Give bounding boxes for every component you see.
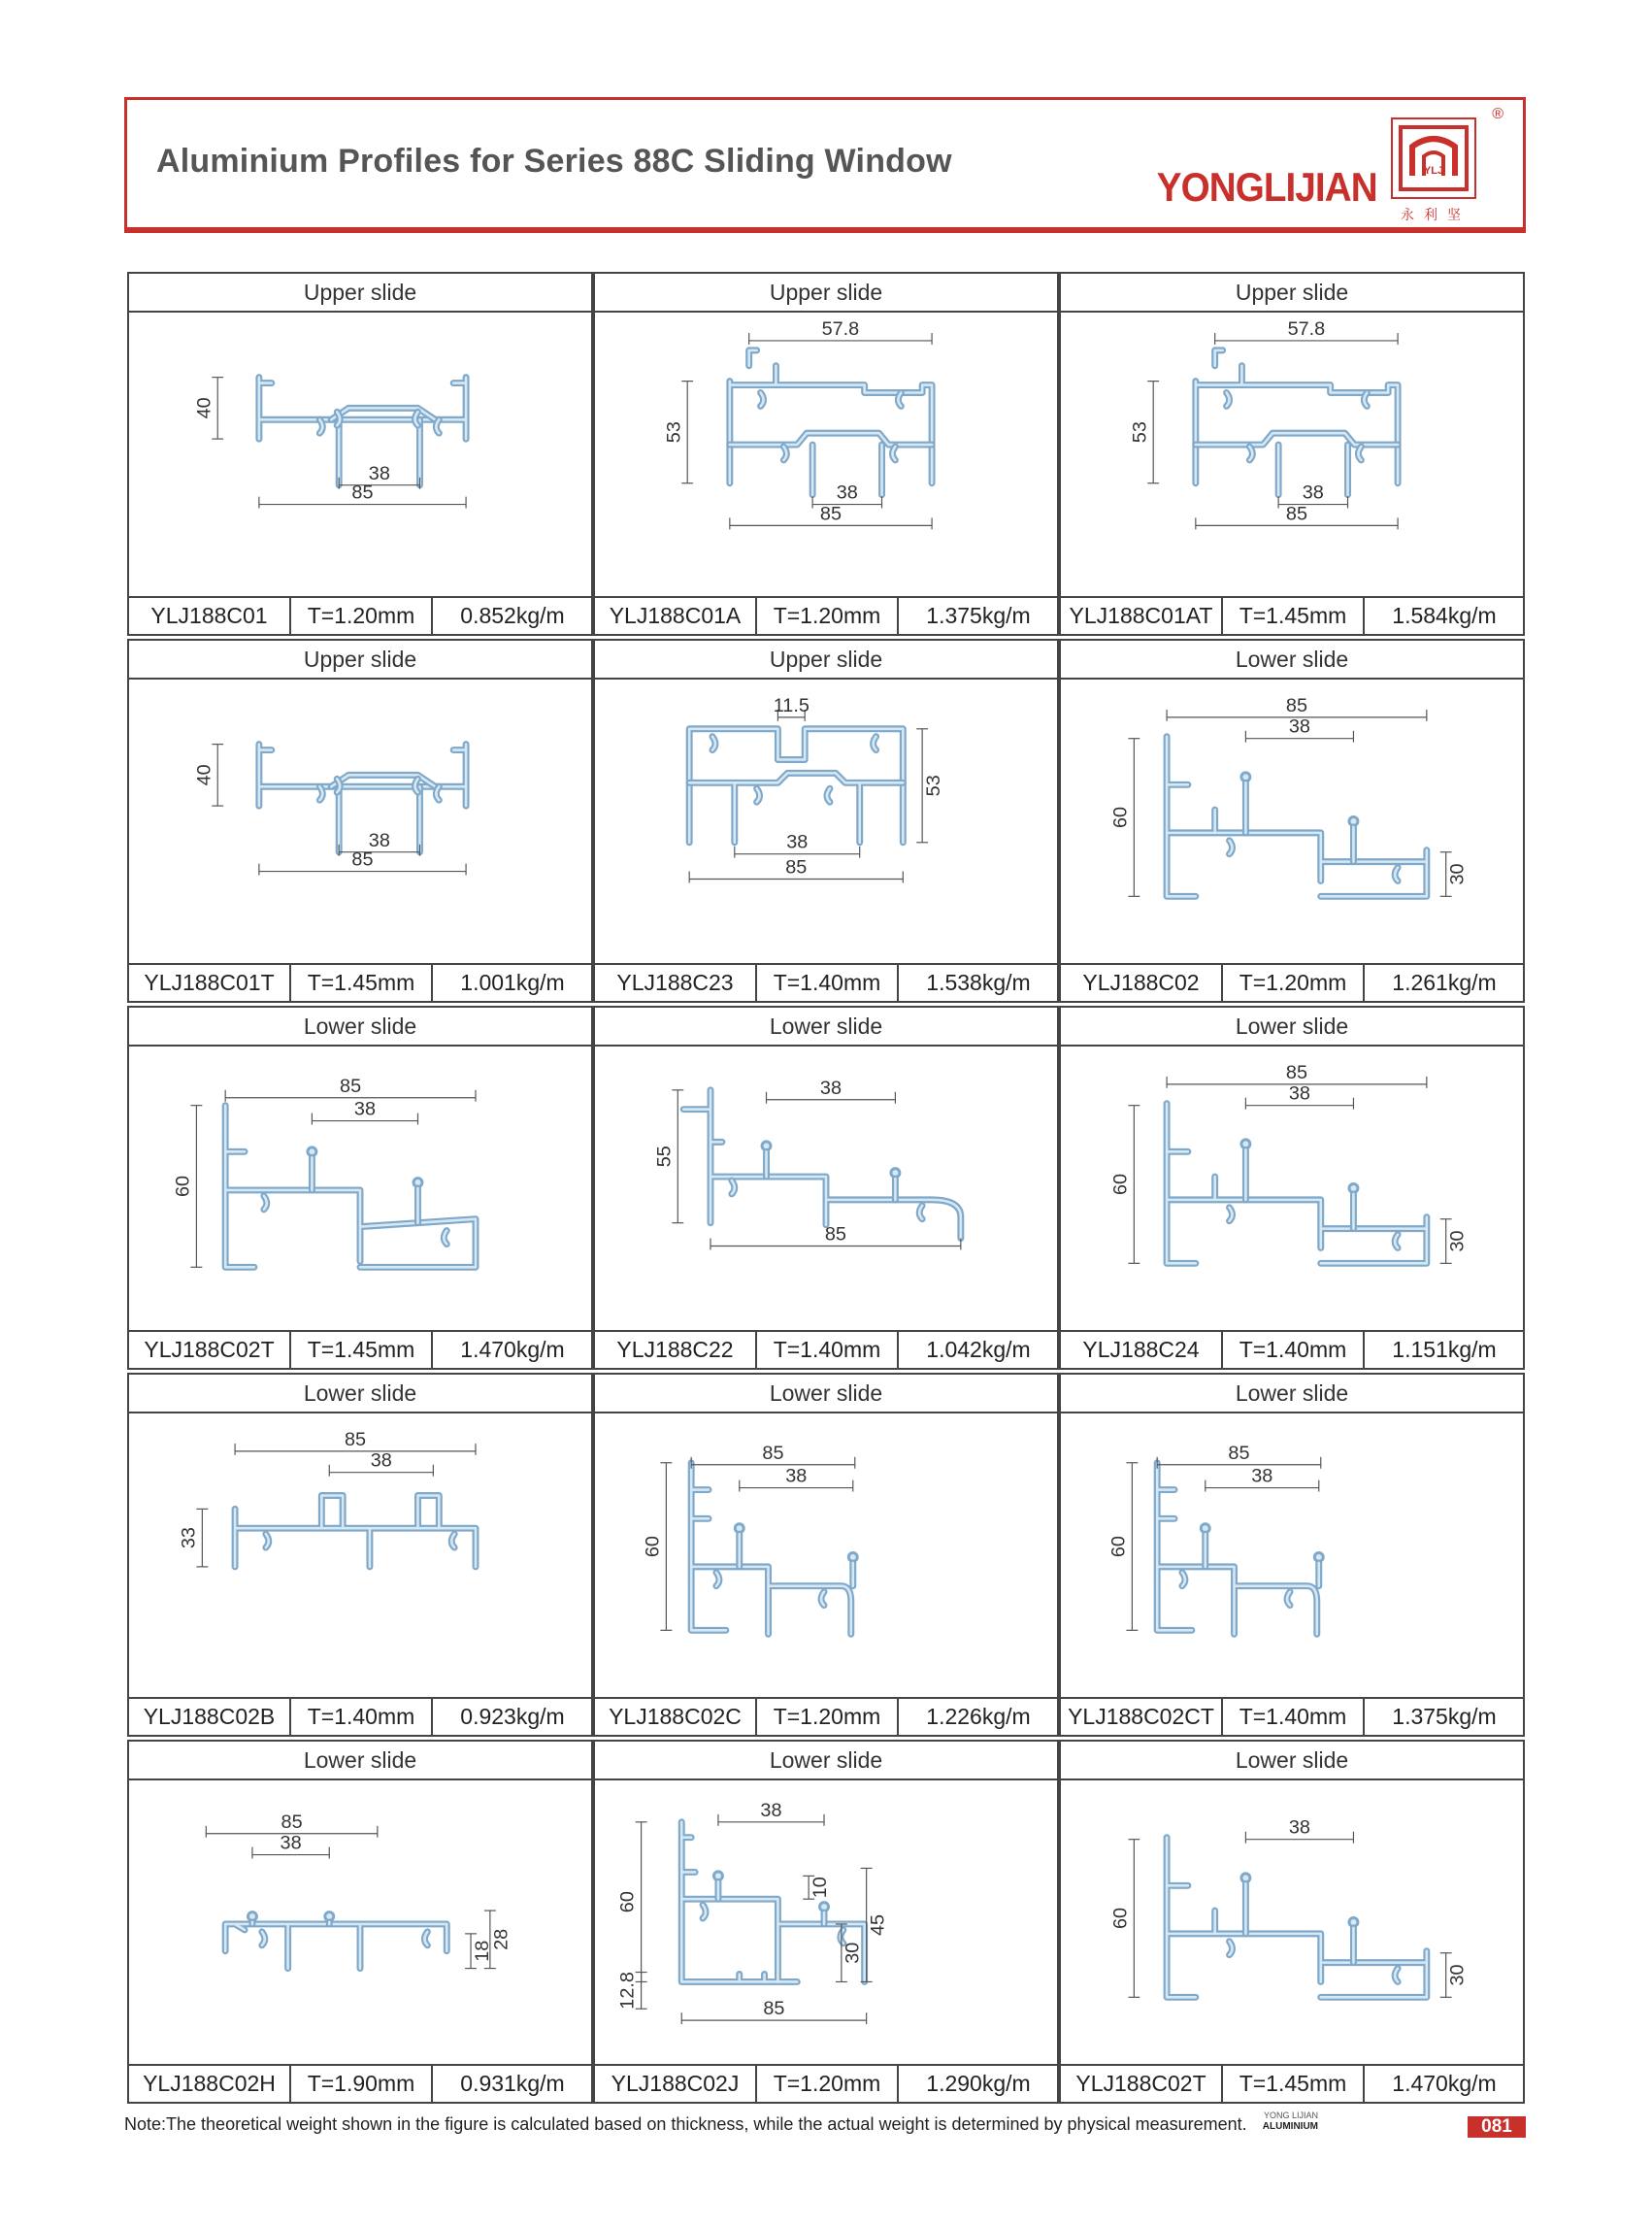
dim-inner: 38	[786, 831, 809, 853]
dim-step: 10	[809, 1877, 831, 1899]
profile-section-diagram	[1061, 311, 1523, 592]
profile-type: Lower slide	[595, 1008, 1057, 1047]
profile-card	[593, 1373, 1059, 1737]
dim-inner: 38	[280, 1832, 302, 1854]
dim-h1: 18	[471, 1940, 493, 1962]
profile-spec-row	[1061, 963, 1523, 1001]
profile-drawing	[595, 311, 1057, 592]
profile-weight: 1.261kg/m	[1392, 970, 1497, 995]
profile-thickness: T=1.40mm	[291, 1699, 433, 1735]
profile-weight: 1.226kg/m	[926, 1704, 1031, 1729]
profile-card	[593, 272, 1059, 636]
profile-thickness: T=1.20mm	[1223, 965, 1365, 1001]
profile-section-diagram	[129, 1778, 591, 2060]
dim-width: 85	[1285, 694, 1307, 716]
logo-letters: YLJ	[1423, 165, 1444, 177]
profile-spec-row	[595, 1697, 1057, 1735]
profile-section-diagram	[595, 1778, 1057, 2060]
dim-width: 85	[351, 848, 374, 871]
dim-inner: 38	[1288, 1816, 1310, 1839]
dim-width: 85	[763, 1998, 785, 2020]
dim-inner: 38	[836, 482, 858, 504]
profile-drawing	[1061, 1778, 1523, 2060]
profile-weight: 0.931kg/m	[460, 2071, 565, 2096]
dim-height: 33	[178, 1527, 200, 1549]
profile-section-diagram	[595, 1412, 1057, 1693]
profile-code: YLJ188C02C	[595, 1699, 757, 1735]
profile-drawing	[129, 678, 591, 959]
profile-type: Upper slide	[595, 641, 1057, 680]
dim-height: 53	[663, 421, 685, 444]
profile-spec-row	[129, 2064, 591, 2102]
profile-thickness: T=1.40mm	[1223, 1699, 1365, 1735]
profile-thickness: T=1.40mm	[1223, 1332, 1365, 1368]
page-number: 081	[1468, 2116, 1526, 2138]
dim-top: 11.5	[773, 694, 809, 716]
dim-base: 12.8	[616, 1972, 639, 2010]
dim-height: 60	[1109, 806, 1132, 829]
profile-thickness: T=1.20mm	[757, 598, 899, 634]
profile-spec-row	[1061, 1330, 1523, 1368]
profile-type: Lower slide	[129, 1375, 591, 1413]
profile-thickness: T=1.20mm	[291, 598, 433, 634]
profile-section-diagram	[129, 311, 591, 592]
dim-height: 60	[1109, 1907, 1132, 1930]
dim-top: 57.8	[1287, 318, 1326, 341]
profile-code: YLJ188C24	[1061, 1332, 1223, 1368]
profile-spec-row	[595, 596, 1057, 634]
profile-section-diagram	[595, 1045, 1057, 1326]
dim-height: 53	[1129, 421, 1151, 444]
brand-logo-icon	[1391, 117, 1476, 199]
profile-section-diagram	[595, 678, 1057, 959]
page-title: Aluminium Profiles for Series 88C Sliding Window	[156, 143, 952, 180]
profile-type: Upper slide	[129, 641, 591, 680]
profile-spec-row	[1061, 596, 1523, 634]
profile-section-diagram	[129, 1045, 591, 1326]
dim-height: 60	[172, 1175, 194, 1198]
profile-drawing	[129, 311, 591, 592]
profile-weight: 1.375kg/m	[1392, 1704, 1497, 1729]
dim-inner: 38	[1288, 1082, 1310, 1105]
profile-card	[1059, 639, 1525, 1003]
dim-width: 85	[824, 1223, 846, 1246]
profile-type: Lower slide	[1061, 641, 1523, 680]
dim-height: 40	[193, 764, 215, 786]
page-header	[124, 97, 1526, 233]
dim-inner: 38	[368, 462, 390, 484]
dim-width: 85	[345, 1428, 367, 1450]
profile-spec-row	[1061, 1697, 1523, 1735]
profile-weight: 1.470kg/m	[1392, 2071, 1497, 2096]
profile-drawing	[1061, 311, 1523, 592]
dim-mid: 30	[842, 1942, 864, 1964]
dim-inner: 38	[368, 829, 390, 851]
profile-code: YLJ188C23	[595, 965, 757, 1001]
dim-inner: 38	[353, 1098, 376, 1120]
profile-thickness: T=1.40mm	[757, 1332, 899, 1368]
dim-right: 30	[1446, 863, 1469, 885]
dim-inner: 38	[1288, 715, 1310, 738]
profile-spec-row	[129, 1330, 591, 1368]
profile-type: Upper slide	[129, 274, 591, 313]
profile-drawing	[595, 1045, 1057, 1326]
profile-code: YLJ188C02T	[129, 1332, 291, 1368]
profile-thickness: T=1.45mm	[1223, 2066, 1365, 2102]
dim-inner: 38	[1302, 482, 1324, 504]
dim-width: 85	[1285, 503, 1307, 525]
dim-width: 85	[762, 1442, 784, 1464]
dim-height: 60	[1109, 1173, 1132, 1196]
profile-drawing	[595, 1412, 1057, 1693]
profile-spec-row	[595, 2064, 1057, 2102]
profile-card	[593, 1740, 1059, 2104]
profile-type: Lower slide	[129, 1008, 591, 1047]
profile-drawing	[595, 1778, 1057, 2060]
profile-section-diagram	[1061, 1778, 1523, 2060]
profile-code: YLJ188C01AT	[1061, 598, 1223, 634]
brand-chinese-name: 永利坚	[1401, 207, 1470, 222]
profile-type: Lower slide	[595, 1375, 1057, 1413]
profile-thickness: T=1.20mm	[757, 1699, 899, 1735]
profile-drawing	[1061, 678, 1523, 959]
profile-card	[1059, 1740, 1525, 2104]
profile-type: Upper slide	[1061, 274, 1523, 313]
profile-drawing	[1061, 1045, 1523, 1326]
profile-spec-row	[595, 963, 1057, 1001]
profile-type: Lower slide	[1061, 1375, 1523, 1413]
profile-drawing	[129, 1778, 591, 2060]
dim-width: 85	[351, 482, 374, 504]
dim-inner: 38	[819, 1077, 842, 1099]
dim-width: 85	[1228, 1442, 1250, 1464]
dim-width: 85	[819, 503, 842, 525]
dim-h2: 28	[490, 1928, 512, 1950]
dim-inner: 38	[785, 1465, 808, 1487]
profile-card	[1059, 272, 1525, 636]
profile-drawing	[1061, 1412, 1523, 1693]
dim-right: 30	[1446, 1230, 1469, 1252]
profile-code: YLJ188C01A	[595, 598, 757, 634]
profile-drawing	[129, 1412, 591, 1693]
profile-weight: 1.001kg/m	[460, 970, 565, 995]
profile-section-diagram	[1061, 678, 1523, 959]
profile-card	[593, 639, 1059, 1003]
profile-weight: 1.290kg/m	[926, 2071, 1031, 2096]
registered-mark: ®	[1492, 106, 1503, 122]
profile-thickness: T=1.45mm	[291, 1332, 433, 1368]
dim-inner: 38	[760, 1799, 782, 1821]
profile-card	[127, 272, 593, 636]
dim-inner: 38	[1251, 1465, 1273, 1487]
profile-weight: 1.584kg/m	[1392, 603, 1497, 628]
profile-spec-row	[1061, 2064, 1523, 2102]
profile-thickness: T=1.20mm	[757, 2066, 899, 2102]
profile-card	[1059, 1373, 1525, 1737]
profile-drawing	[129, 1045, 591, 1326]
page-tag-brand	[1263, 2111, 1318, 2132]
profile-drawing	[595, 678, 1057, 959]
profile-type: Upper slide	[595, 274, 1057, 313]
profile-weight: 1.375kg/m	[926, 603, 1031, 628]
profile-card	[593, 1006, 1059, 1370]
profile-section-diagram	[1061, 1045, 1523, 1326]
profile-spec-row	[129, 1697, 591, 1735]
profile-weight: 1.538kg/m	[926, 970, 1031, 995]
weight-note: Note:The theoretical weight shown in the figure is calculated based on thickness, while the actual weight is determined by physical measurement.	[124, 2114, 1247, 2134]
profile-thickness: T=1.45mm	[1223, 598, 1365, 634]
profile-type: Lower slide	[129, 1742, 591, 1780]
profile-thickness: T=1.45mm	[291, 965, 433, 1001]
dim-width: 85	[785, 856, 808, 879]
dim-inner: 38	[370, 1449, 392, 1472]
profile-card	[1059, 1006, 1525, 1370]
profile-spec-row	[129, 596, 591, 634]
profile-weight: 0.923kg/m	[460, 1704, 565, 1729]
profile-card	[127, 1373, 593, 1737]
dim-top: 57.8	[821, 318, 860, 341]
dim-right: 30	[1446, 1964, 1469, 1986]
dim-height: 60	[642, 1536, 664, 1558]
profile-weight: 0.852kg/m	[460, 603, 565, 628]
profile-thickness: T=1.40mm	[757, 965, 899, 1001]
profile-code: YLJ188C02	[1061, 965, 1223, 1001]
profile-code: YLJ188C02H	[129, 2066, 291, 2102]
profile-spec-row	[595, 1330, 1057, 1368]
profile-code: YLJ188C02J	[595, 2066, 757, 2102]
dim-width: 85	[281, 1811, 303, 1833]
profile-code: YLJ188C22	[595, 1332, 757, 1368]
page-tag-line1: YONG LIJIAN	[1263, 2111, 1318, 2120]
dim-height: 53	[923, 775, 945, 797]
dim-right: 45	[867, 1913, 889, 1936]
dim-height: 60	[616, 1891, 639, 1913]
brand-name: YONGLIJIAN	[1157, 164, 1377, 210]
profile-code: YLJ188C02B	[129, 1699, 291, 1735]
profile-card	[127, 1006, 593, 1370]
profile-code: YLJ188C02CT	[1061, 1699, 1223, 1735]
profile-card	[127, 1740, 593, 2104]
profile-weight: 1.042kg/m	[926, 1337, 1031, 1362]
profile-code: YLJ188C01T	[129, 965, 291, 1001]
profile-spec-row	[129, 963, 591, 1001]
profile-thickness: T=1.90mm	[291, 2066, 433, 2102]
dim-width: 85	[340, 1075, 362, 1097]
page-tag-line2: ALUMINIUM	[1262, 2121, 1318, 2132]
profile-type: Lower slide	[595, 1742, 1057, 1780]
profile-section-diagram	[595, 311, 1057, 592]
profile-section-diagram	[129, 678, 591, 959]
profile-code: YLJ188C01	[129, 598, 291, 634]
dim-height: 55	[653, 1146, 676, 1168]
profile-weight: 1.470kg/m	[460, 1337, 565, 1362]
profile-card	[127, 639, 593, 1003]
profile-section-diagram	[129, 1412, 591, 1693]
profile-type: Lower slide	[1061, 1742, 1523, 1780]
dim-height: 60	[1107, 1536, 1130, 1558]
profile-type: Lower slide	[1061, 1008, 1523, 1047]
profile-code: YLJ188C02T	[1061, 2066, 1223, 2102]
dim-height: 40	[193, 397, 215, 419]
profile-weight: 1.151kg/m	[1392, 1337, 1497, 1362]
profile-section-diagram	[1061, 1412, 1523, 1693]
dim-width: 85	[1285, 1061, 1307, 1083]
